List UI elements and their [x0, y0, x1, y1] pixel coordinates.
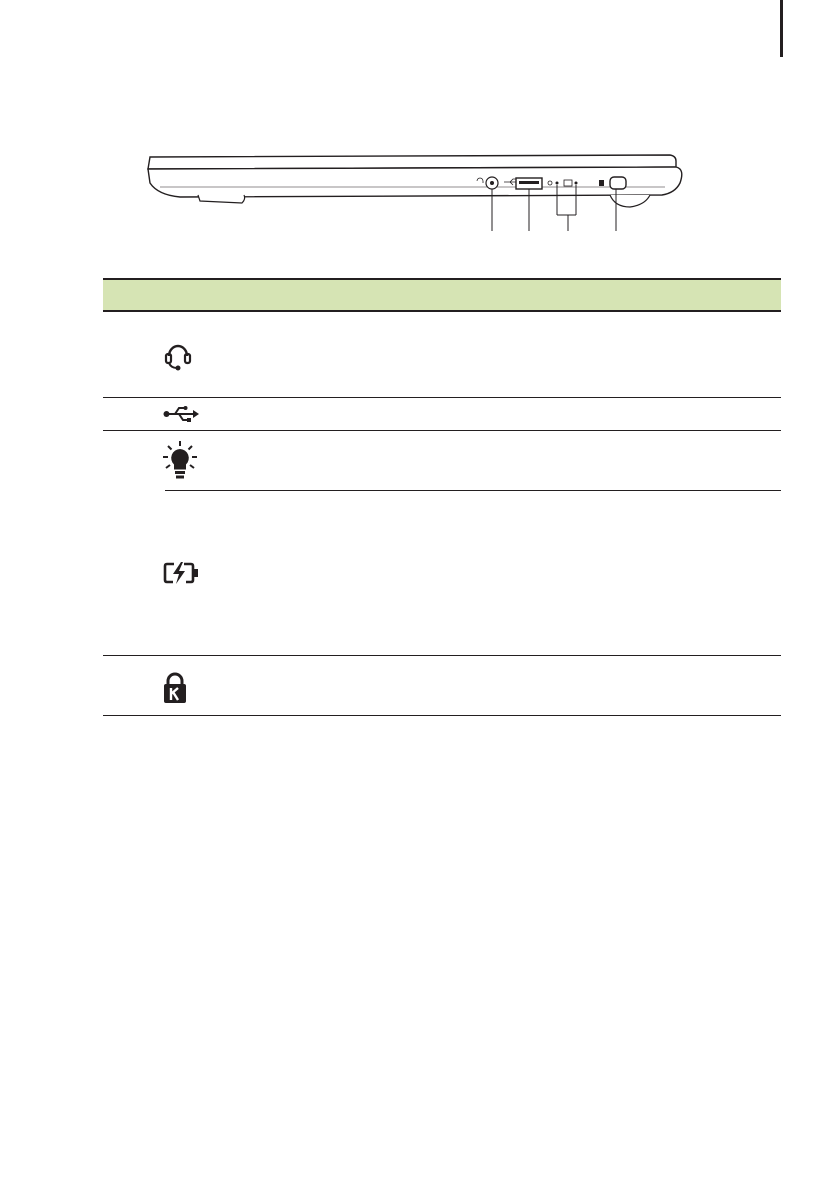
battery-charging-icon: [163, 562, 199, 584]
table-row-indicators: [103, 431, 781, 656]
table-subrow-divider: [165, 490, 781, 491]
table-header-row: [103, 278, 781, 312]
headset-icon: [163, 338, 193, 372]
laptop-right-view-illustration: [140, 145, 690, 245]
ports-table: [103, 278, 781, 716]
page-edge-rule: [780, 0, 783, 57]
usb-icon: [163, 405, 199, 423]
table-row-headset: [103, 312, 781, 398]
power-indicator-icon: [163, 441, 197, 481]
table-row-kensington-lock: [103, 656, 781, 716]
table-row-usb: [103, 398, 781, 431]
kensington-lock-icon: [163, 672, 187, 704]
